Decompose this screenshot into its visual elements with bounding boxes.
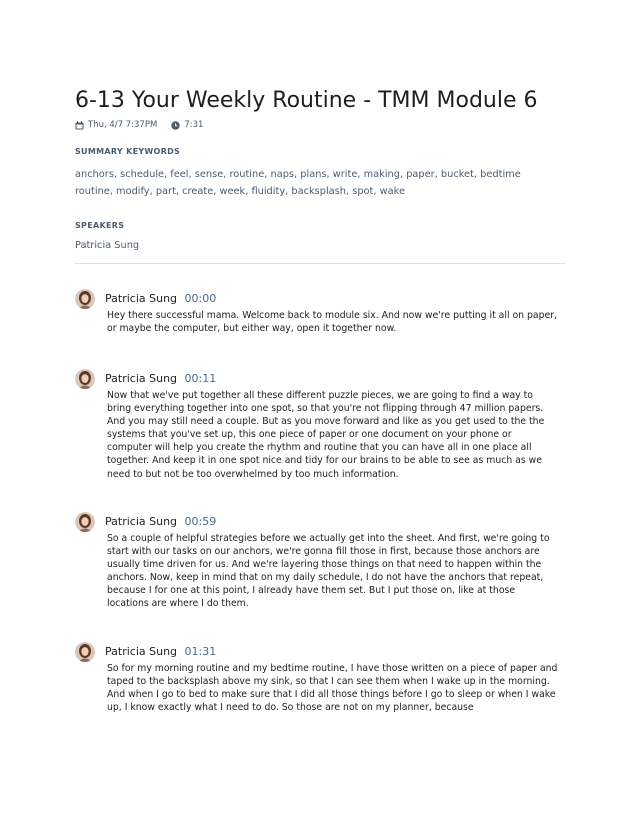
summary-keywords: anchors, schedule, feel, sense, routine, naps, plans, write, making, paper, bucket, bedtime routine, modify, part, create, week, fluidity, backsplash, spot, wake	[75, 169, 521, 197]
speaker-name: Patricia Sung	[105, 515, 178, 528]
timestamp-link[interactable]: 01:31	[184, 645, 217, 658]
summary-keywords-label: SUMMARY KEYWORDS	[75, 147, 181, 156]
page-title: 6-13 Your Weekly Routine - TMM Module 6	[75, 88, 538, 113]
speakers-label: SPEAKERS	[75, 221, 125, 230]
transcript-text: Now that we've put together all these different puzzle pieces, we are going to find a way to bring everything together into one spot, so that you're not flipping through 47 million papers. And you may still need a couple. But as you move forward and like as you get used to the the systems that you've set up, this one piece of paper or one document on your phone or computer will help you create the rhythm and routine that you can have all in one place all together. And keep it in one spot nice and tidy for our brains to be able to see as much as we need to but not be too overwhelmed by too much information.	[107, 390, 545, 480]
calendar-icon	[75, 121, 84, 130]
transcript-text: So a couple of helpful strategies before we actually get into the sheet. And first, we're going to start with our tasks on our anchors, we're gonna fill those in first, because those anchors are usually time driven for us. And we're layering those things on that need to happen within the anchors. Now, keep in mind that on my daily schedule, I do not have the anchors that repeat, because I for one at this point, I already have them set. But I put those on, like at those locations are where I do them.	[107, 533, 550, 610]
meta-row	[75, 120, 203, 130]
timestamp-link[interactable]: 00:11	[184, 372, 217, 385]
speakers-list: Patricia Sung	[75, 240, 140, 251]
timestamp-link[interactable]: 00:00	[184, 292, 217, 305]
speaker-name: Patricia Sung	[105, 372, 178, 385]
transcript-text: So for my morning routine and my bedtime routine, I have those written on a piece of paper and taped to the backsplash above my sink, so that I can see them when I wake up in the morning. And when I go to bed to make sure that I did all those things before I go to sleep or when I wake up, I know exactly what I need to do. So those are not on my planner, because	[107, 663, 558, 714]
clock-icon	[171, 121, 180, 130]
timestamp-link[interactable]: 00:59	[184, 515, 217, 528]
avatar	[75, 289, 95, 309]
speaker-name: Patricia Sung	[105, 292, 178, 305]
avatar	[75, 512, 95, 532]
avatar	[75, 642, 95, 662]
avatar	[75, 369, 95, 389]
duration-text: 7:31	[184, 120, 204, 130]
transcript-text: Hey there successful mama. Welcome back to module six. And now we're putting it all on paper, or maybe the computer, but either way, open it together now.	[107, 310, 558, 335]
speaker-name: Patricia Sung	[105, 645, 178, 658]
divider	[75, 263, 565, 264]
date-text: Thu, 4/7 7:37PM	[88, 120, 158, 130]
